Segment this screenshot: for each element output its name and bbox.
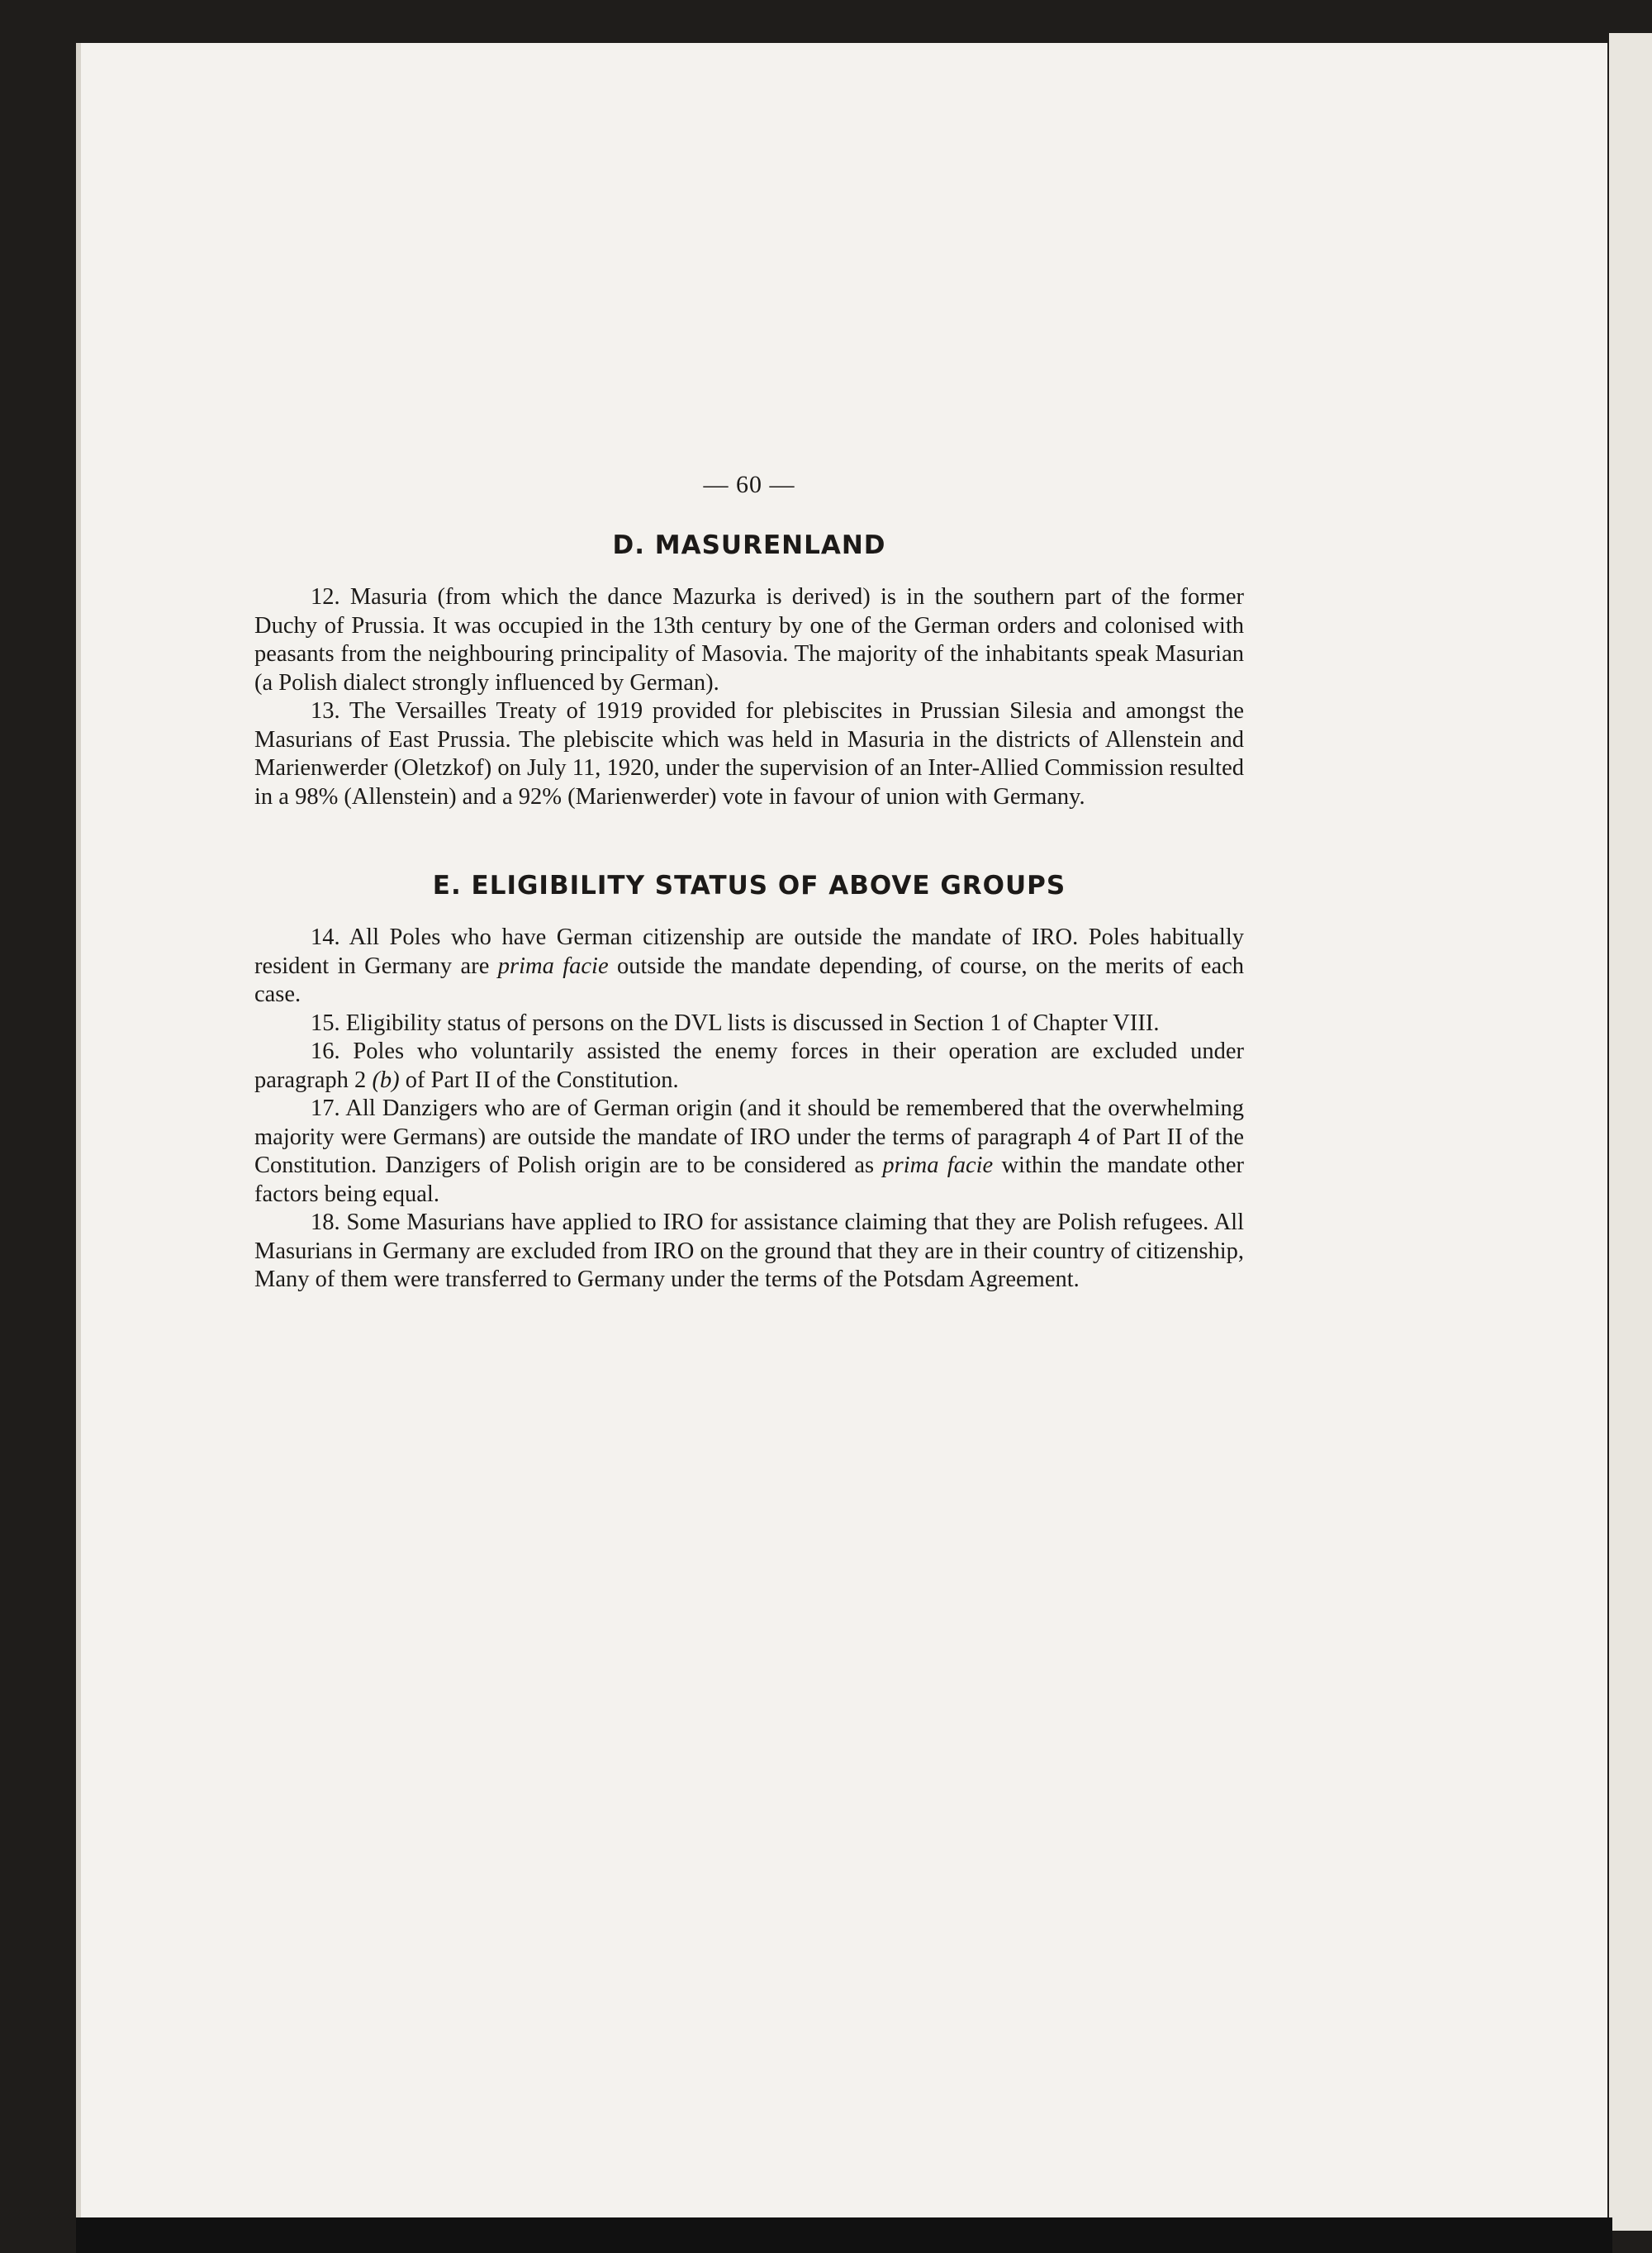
paragraph-text-before: All Poles who have German citizenship are outside the mandate of IRO. Poles habitually resident in Germany are <box>254 924 1244 979</box>
paragraph-17 <box>254 1095 1244 1209</box>
adjacent-page-edge <box>1609 33 1652 2231</box>
paragraph-text: Some Masurians have applied to IRO for assistance claiming that they are Polish refugees. All Masurians in Germany are excluded from IRO on the ground that they are in their country of citizenship, Many of them were transferred to Germany under the terms of the Potsdam Agreement. <box>254 1210 1244 1292</box>
paragraph-text: Eligibility status of persons on the DVL lists is discussed in Section 1 of Chapter VIII. <box>345 1010 1160 1036</box>
paragraph-number: 12. <box>311 584 340 610</box>
paragraph-12 <box>254 583 1244 697</box>
paragraph-number: 18. <box>311 1210 340 1235</box>
paragraph-number: 14. <box>311 924 340 950</box>
paragraph-number: 16. <box>311 1039 340 1064</box>
paragraph-text-after: of Part II of the Constitution. <box>399 1067 679 1093</box>
paragraph-emphasis: prima facie <box>497 953 609 979</box>
paragraph-number: 15. <box>311 1010 340 1036</box>
paragraph-text-after: within the mandate other factors being equal. <box>254 1153 1244 1207</box>
paragraph-text-before: All Danzigers who are of German origin (and it should be remembered that the overwhelming majority were Germans) are outside the mandate of IRO under the terms of paragraph 4 of Part II of the Constitution. Danzigers of Polish origin are to be considered as <box>254 1096 1244 1178</box>
section-heading-masurenland: D. MASURENLAND <box>612 530 886 560</box>
paragraph-15 <box>254 1010 1244 1039</box>
paragraph-14 <box>254 924 1244 1010</box>
paragraph-text: The Versailles Treaty of 1919 provided for plebiscites in Prussian Silesia and amongst the Masurians of East Prussia. The plebiscite which was held in Masuria in the districts of Allenstein and Marienwerder (Oletzkof) on July 11, 1920, under the supervision of an Inter-Allied Commission resulted in a 98% (Allenstein) and a 92% (Marienwerder) vote in favour of union with Germany. <box>254 698 1244 810</box>
paragraph-emphasis: (b) <box>372 1067 400 1093</box>
page-content <box>254 471 1244 1295</box>
section-heading-eligibility-status: E. ELIGIBILITY STATUS OF ABOVE GROUPS <box>432 871 1066 901</box>
paragraph-text: Masuria (from which the dance Mazurka is derived) is in the southern part of the former Duchy of Prussia. It was occupied in the 13th century by one of the German orders and colonised with peasants from the neighbouring principality of Masovia. The majority of the inhabitants speak Masurian (a Polish dialect strongly influenced by German). <box>254 584 1244 696</box>
paragraph-16 <box>254 1038 1244 1095</box>
paragraph-13 <box>254 697 1244 811</box>
paragraph-text-before: Poles who voluntarily assisted the enemy forces in their operation are excluded under paragraph 2 <box>254 1039 1245 1093</box>
page-number: — 60 — <box>703 471 795 498</box>
paragraph-emphasis: prima facie <box>882 1153 994 1178</box>
scan-shadow <box>76 2217 1612 2253</box>
paragraph-number: 17. <box>311 1096 340 1121</box>
paragraph-number: 13. <box>311 698 340 724</box>
paragraph-text-after: outside the mandate depending, of course, on the merits of each case. <box>254 953 1245 1007</box>
paragraph-18 <box>254 1209 1244 1295</box>
